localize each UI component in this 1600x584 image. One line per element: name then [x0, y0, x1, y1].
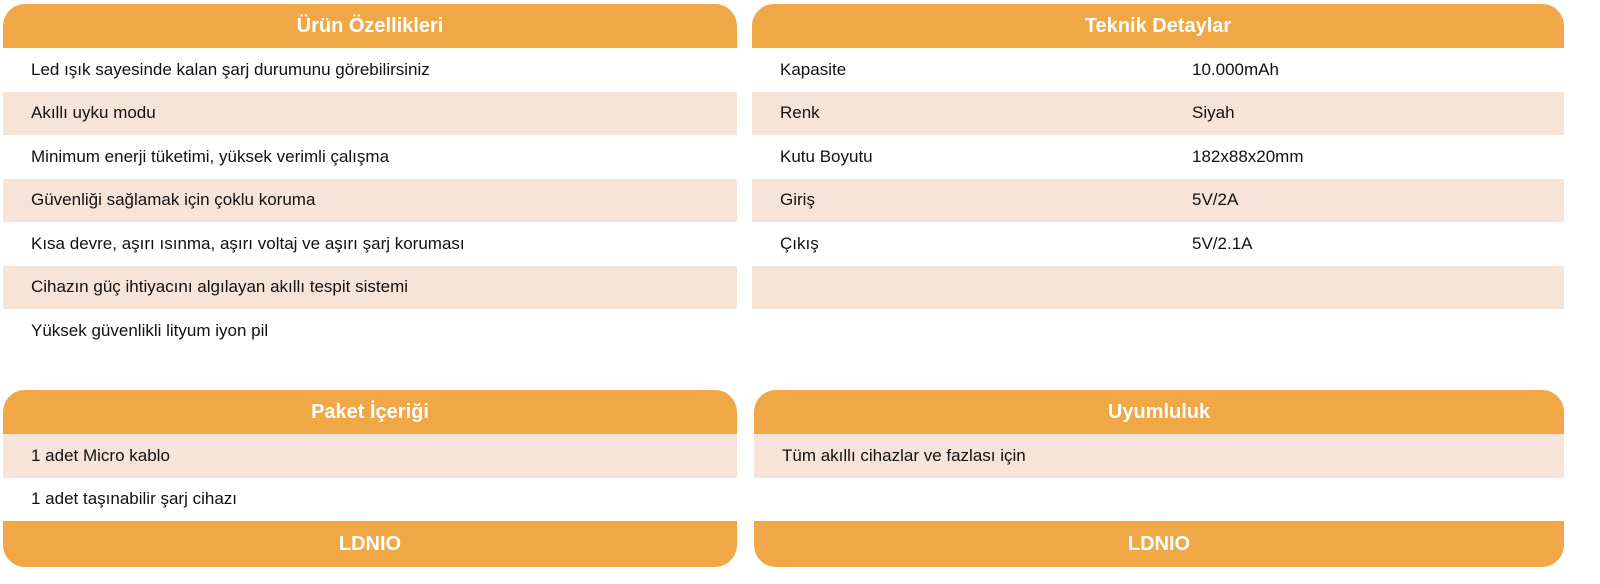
feature-row [3, 92, 737, 136]
compat-row [754, 434, 1564, 478]
package-row [3, 434, 737, 478]
spec-row [752, 92, 1564, 136]
spec-value: 5V/2A [1192, 190, 1239, 210]
spec-label: Kutu Boyutu [780, 146, 873, 166]
spec-label: Giriş [780, 190, 815, 210]
spec-row [752, 222, 1564, 266]
feature-row [3, 48, 737, 92]
compat-header: Uyumluluk [754, 390, 1564, 434]
spec-row [752, 48, 1564, 92]
feature-row [3, 179, 737, 223]
spec-value: 182x88x20mm [1192, 146, 1304, 166]
package-panel [3, 390, 737, 567]
package-item: 1 adet Micro kablo [31, 445, 170, 465]
feature-text: Güvenliği sağlamak için çoklu koruma [31, 190, 316, 210]
feature-row [3, 309, 737, 353]
feature-row [3, 266, 737, 310]
feature-row [3, 222, 737, 266]
feature-text: Cihazın güç ihtiyacını algılayan akıllı tespit sistemi [31, 277, 409, 297]
spec-row [752, 135, 1564, 179]
spec-row-empty [752, 266, 1564, 310]
package-header: Paket İçeriği [3, 390, 737, 434]
package-footer-brand: LDNIO [3, 521, 737, 567]
compat-row-empty [754, 478, 1564, 522]
compat-panel [754, 390, 1564, 567]
feature-text: Led ışık sayesinde kalan şarj durumunu görebilirsiniz [31, 59, 430, 79]
specs-header: Teknik Detaylar [752, 4, 1564, 48]
feature-row [3, 135, 737, 179]
spec-value: Siyah [1192, 103, 1235, 123]
spec-value: 10.000mAh [1192, 59, 1279, 79]
compat-footer-brand: LDNIO [754, 521, 1564, 567]
spec-label: Kapasite [780, 59, 847, 79]
package-item: 1 adet taşınabilir şarj cihazı [31, 489, 237, 509]
features-header: Ürün Özellikleri [3, 4, 737, 48]
compat-item: Tüm akıllı cihazlar ve fazlası için [782, 445, 1026, 465]
spec-label: Çıkış [780, 233, 819, 253]
feature-text: Yüksek güvenlikli lityum iyon pil [31, 320, 269, 340]
feature-text: Kısa devre, aşırı ısınma, aşırı voltaj ve aşırı şarj koruması [31, 233, 465, 253]
spec-value: 5V/2.1A [1192, 233, 1253, 253]
spec-row [752, 179, 1564, 223]
spec-label: Renk [780, 103, 820, 123]
specs-panel [752, 4, 1564, 309]
package-row [3, 478, 737, 522]
feature-text: Minimum enerji tüketimi, yüksek verimli çalışma [31, 146, 390, 166]
features-panel [3, 4, 737, 353]
feature-text: Akıllı uyku modu [31, 103, 156, 123]
